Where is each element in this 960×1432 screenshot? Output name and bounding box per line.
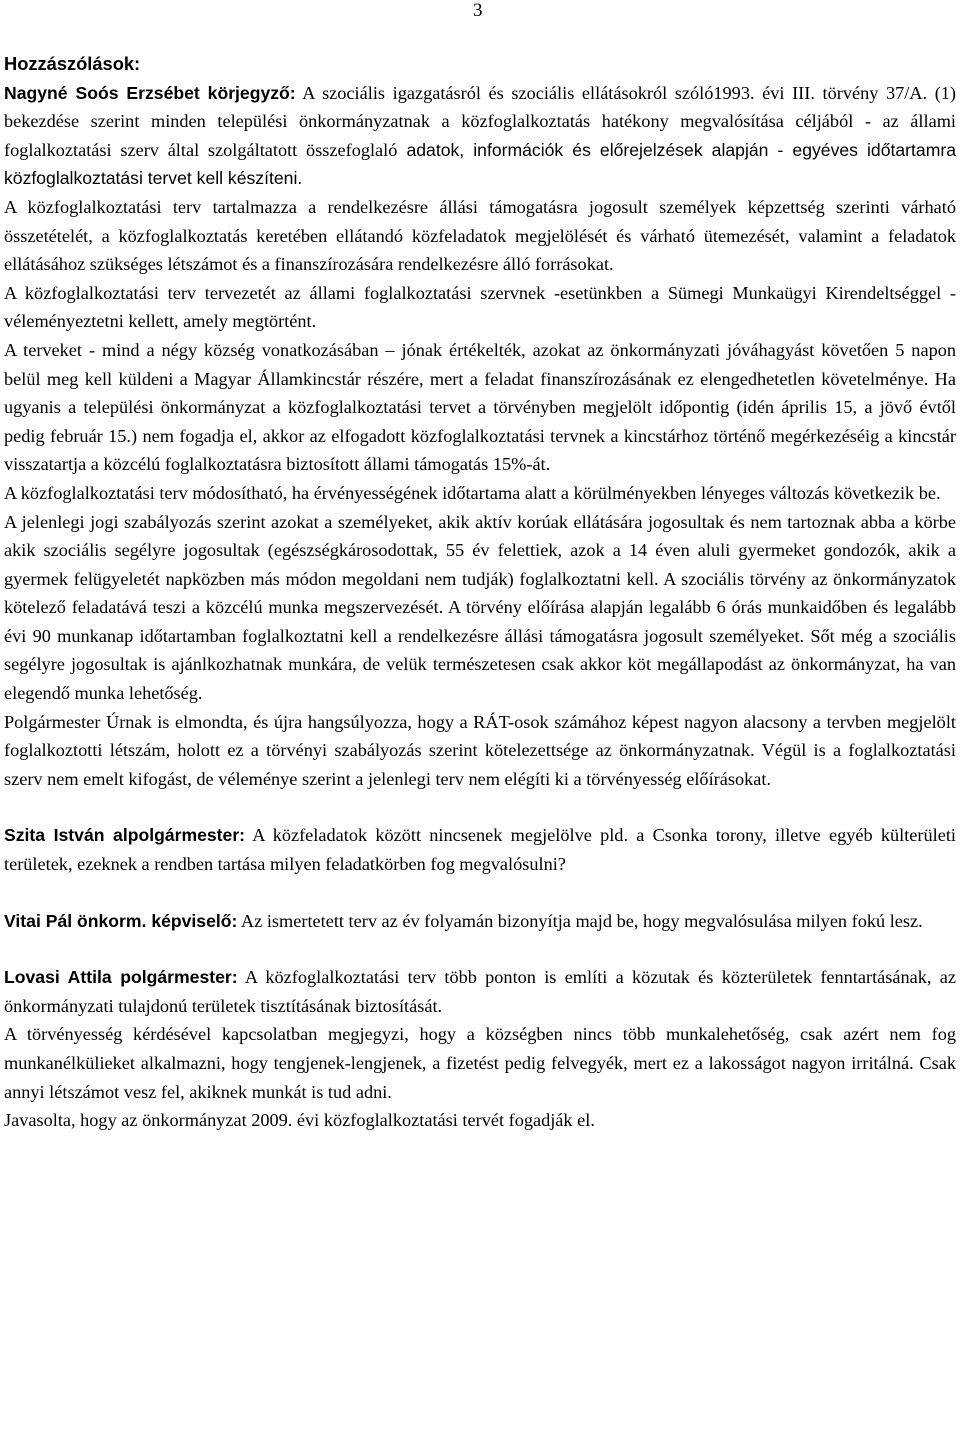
section-heading: Hozzászólások: <box>4 53 141 74</box>
intro-paragraph-4: A terveket - mind a négy község vonatkozásában – jónak értékelték, azokat az önkormányzati jóváhagyást követően 5 napon belül meg kell küldeni a Magyar Államkincstár részére, mert a feladat finanszírozásának ez elengedhetetlen követelménye. Ha ugyanis a települési önkormányzat a közfoglalkoztatási tervet a törvényben megjelölt időpontig (idén április 15, a jövő évtől pedig február 15.) nem fogadja el, akkor az elfogadott közfoglalkoztatási tervnek a kincstárhoz történő megérkezéséig a kincstár visszatartja a közcélú foglalkoztatásra biztosított állami támogatás 15%-át. <box>4 339 956 475</box>
speaker-name-notary: Nagyné Soós Erzsébet körjegyző: <box>4 82 296 103</box>
szita-text: A közfeladatok között nincsenek megjelölve pld. a Csonka torony, illetve egyéb külterületi területek, ezeknek a rendben tartása milyen feladatkörben fog megvalósulni? <box>4 825 956 875</box>
intro-paragraph-2: A közfoglalkoztatási terv tartalmazza a rendelkezésre állási támogatásra jogosult személyek képzettség szerinti várható összetételét, a közfoglalkoztatás keretében ellátandó közfeladatok megjelölését és várható ütemezését, valamint a feladatok ellátásához szükséges létszámot és a finanszírozására rendelkezésre álló forrásokat. <box>4 196 956 275</box>
intro-paragraph-1 <box>4 79 956 193</box>
speaker-name-mayor: Lovasi Attila polgármester: <box>4 967 238 988</box>
intro-paragraph-5: A közfoglalkoztatási terv módosítható, ha érvényességének időtartama alatt a körülményekben lényeges változás következik be. <box>4 482 941 503</box>
vitai-paragraph <box>4 907 956 936</box>
lovasi-paragraph <box>4 963 956 1020</box>
intro-text-serif: A szociális igazgatásról és szociális ellátásokról szóló1993. évi III. törvény 37/A. (1) bekezdése szerint minden települési önkormányzatnak a közfoglalkoztatás hatékony megvalósítása céljából - az állami foglalkoztatási szerv által szolgáltatott összefoglaló <box>4 82 957 160</box>
document-body <box>4 50 956 1135</box>
intro-text-sans: adatok, információk és előrejelzések alapján - egyéves időtartamra közfoglalkoztatási tervet kell készíteni. <box>4 139 957 189</box>
speaker-name-representative: Vitai Pál önkorm. képviselő: <box>4 910 238 931</box>
lovasi-paragraph-2: A törvényesség kérdésével kapcsolatban megjegyzi, hogy a községben nincs több munkalehetőség, csak azért nem fog munkanélkülieket alkalmazni, hogy tengjenek-lengjenek, a fizetést pedig felvegyék, mert ez a lakosságot nagyon irritálná. Csak annyi létszámot vesz fel, akiknek munkát is tud adni. <box>4 1024 956 1102</box>
intro-paragraph-6: A jelenlegi jogi szabályozás szerint azokat a személyeket, akik aktív korúak ellátására jogosultak és nem tartoznak abba a körbe akik szociális segélyre jogosultak (egészségkárosodottak, 55 év felettiek, azok a 14 éven aluli gyermeket gondozók, akik a gyermek felügyeletét napközben más módon megoldani nem tudják) foglalkoztatni kell. A szociális törvény az önkormányzatok kötelező feladatává teszi a közcélú munka megszervezését. A törvény előírása alapján legalább 6 órás munkaidőben és legalább évi 90 munkanap időtartamban foglalkoztatni kell a rendelkezésre állási támogatásra jogosult személyeket. Sőt még a szociális segélyre jogosultak is ajánlkozhatnak munkára, de velük természetesen csak akkor köt megállapodást az önkormányzat, ha van elegendő munka lehetőség. <box>4 511 956 704</box>
vitai-text: Az ismertetett terv az év folyamán bizonyítja majd be, hogy megvalósulása milyen fokú lesz. <box>237 910 923 931</box>
szita-paragraph <box>4 821 956 878</box>
intro-paragraph-7: Polgármester Úrnak is elmondta, és újra hangsúlyozza, hogy a RÁT-osok számához képest nagyon alacsony a tervben megjelölt foglalkoztotti létszám, holott ez a törvényi szabályozás szerint kötelezettsége az önkormányzatnak. Végül is a foglalkoztatási szerv nem emelt kifogást, de véleménye szerint a jelenlegi terv nem elégíti ki a törvényesség előírásokat. <box>4 711 956 789</box>
speaker-name-deputy-mayor: Szita István alpolgármester: <box>4 825 246 846</box>
page-number: 3 <box>473 0 483 21</box>
lovasi-paragraph-3: Javasolta, hogy az önkormányzat 2009. évi közfoglalkoztatási tervét fogadják el. <box>4 1110 595 1131</box>
intro-paragraph-3: A közfoglalkoztatási terv tervezetét az állami foglalkoztatási szervnek -esetünkben a Sümegi Munkaügyi Kirendeltséggel - véleményeztetni kellett, amely megtörtént. <box>4 282 956 332</box>
lovasi-text: A közfoglalkoztatási terv több ponton is említi a közutak és közterületek fenntartásának, az önkormányzati tulajdonú területek tisztításának biztosítását. <box>4 967 956 1016</box>
